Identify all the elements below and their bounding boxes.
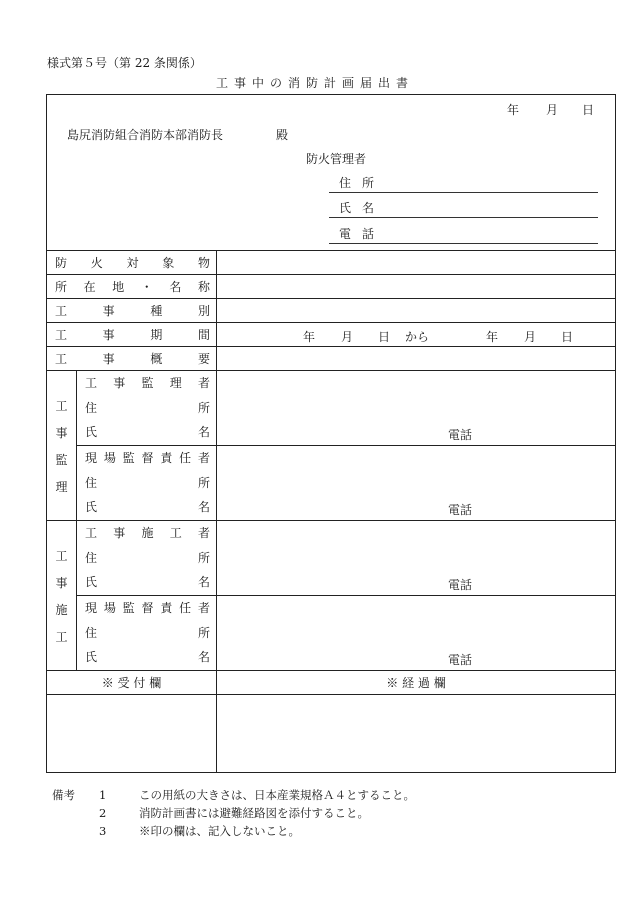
construction-site-manager-labels: 現 場 監 督 責 任 者 住 所 氏 名	[77, 596, 217, 671]
manager-name-line: 氏 名	[329, 193, 598, 218]
note-item: 3 ※印の欄は、記入しないこと。	[99, 824, 300, 838]
manager-label: 防火管理者	[306, 152, 367, 166]
recipient-suffix: 殿	[276, 128, 289, 142]
contractor-values	[217, 521, 616, 596]
reception-box	[47, 695, 217, 773]
location-value	[217, 275, 616, 299]
work-period-label: 工 事 期 間	[47, 323, 217, 347]
form-number: 様式第５号（第 22 条関係）	[47, 56, 202, 70]
date-month: 月	[546, 103, 559, 117]
site-manager-phone-label: 電話	[448, 503, 473, 517]
date-day: 日	[582, 103, 595, 117]
supervisor-phone-label: 電話	[448, 428, 473, 442]
construction-site-manager-values	[217, 596, 616, 671]
reception-header: ※ 受 付 欄	[47, 671, 217, 695]
work-period-value: 年 月 日 から 年 月 日	[217, 323, 616, 347]
progress-header: ※ 経 過 欄	[217, 671, 616, 695]
note-item: 備考 1 この用紙の大きさは、日本産業規格Ａ４とすること。	[52, 788, 415, 802]
work-type-value	[217, 299, 616, 323]
form-title: 工事中の消防計画届出書	[215, 76, 414, 90]
contractor-phone-label: 電話	[448, 578, 473, 592]
header-block	[47, 95, 616, 251]
notification-form	[46, 94, 616, 773]
supervision-site-manager-labels: 現 場 監 督 責 任 者 住 所 氏 名	[77, 446, 217, 521]
location-label: 所 在 地 ・ 名 称	[47, 275, 217, 299]
construction-site-manager-phone-label: 電話	[448, 653, 473, 667]
work-type-label: 工 事 種 別	[47, 299, 217, 323]
manager-address-line: 住 所	[329, 168, 598, 193]
note-item: 2 消防計画書には避難経路図を添付すること。	[99, 806, 369, 820]
construction-group-label: 工 事 施 工	[47, 521, 77, 671]
fire-object-value	[217, 251, 616, 275]
supervision-group-label: 工 事 監 理	[47, 371, 77, 521]
manager-phone-line: 電 話	[329, 219, 598, 244]
work-summary-label: 工 事 概 要	[47, 347, 217, 371]
progress-box	[217, 695, 616, 773]
work-summary-value	[217, 347, 616, 371]
supervisor-labels: 工 事 監 理 者 住 所 氏 名	[77, 371, 217, 446]
notes	[52, 786, 415, 840]
notes-label: 備考	[52, 788, 75, 802]
fire-object-label: 防 火 対 象 物	[47, 251, 217, 275]
recipient: 島尻消防組合消防本部消防長	[67, 128, 224, 142]
supervision-site-manager-values	[217, 446, 616, 521]
supervisor-values	[217, 371, 616, 446]
contractor-labels: 工 事 施 工 者 住 所 氏 名	[77, 521, 217, 596]
date-year: 年	[507, 103, 520, 117]
